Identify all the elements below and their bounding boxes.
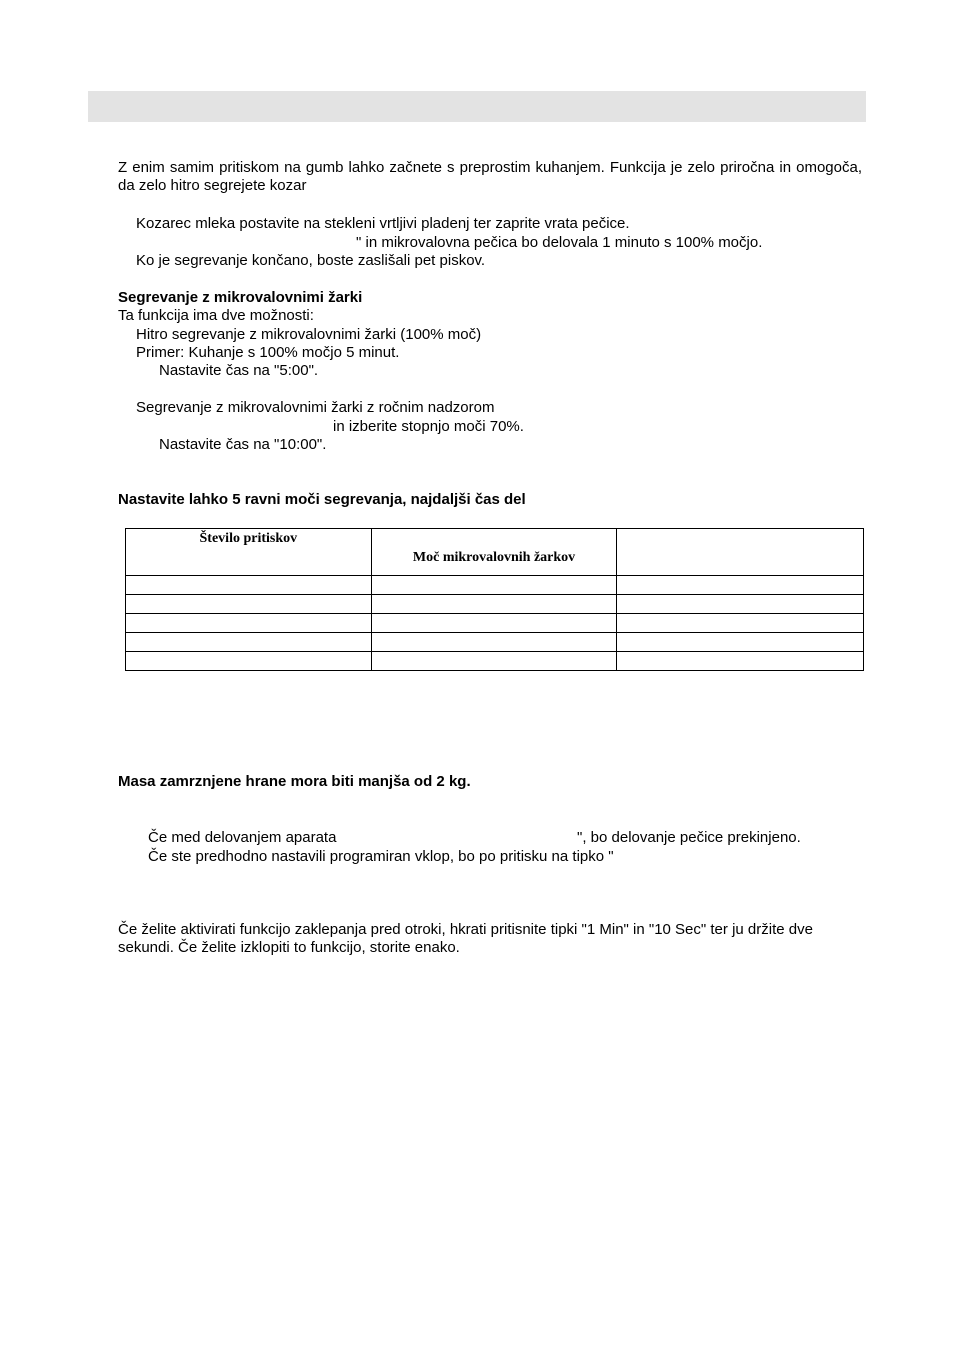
table-cell (617, 576, 864, 595)
intro-step-2: " in mikrovalovna pečica bo delovala 1 minuto s 100% močjo. (356, 234, 763, 251)
pause-line2: Če ste predhodno nastavili programiran vklop, bo po pritisku na tipko " (148, 848, 614, 865)
table-cell (617, 652, 864, 671)
column-header-press-count: Število pritiskov (126, 529, 372, 576)
microwave-option2-line: in izberite stopnjo moči 70%. (333, 418, 524, 435)
pause-line1-left: Če med delovanjem aparata (148, 829, 337, 846)
table-cell (126, 633, 372, 652)
table-row (126, 614, 864, 633)
intro-step-1: Kozarec mleka postavite na stekleni vrtljivi pladenj ter zaprite vrata pečice. (136, 215, 630, 232)
section-header-bar (88, 91, 866, 122)
power-levels-table (125, 528, 864, 671)
intro-paragraph: Z enim samim pritiskom na gumb lahko začnete s preprostim kuhanjem. Funkcija je zelo priročna in omogoča, da zelo hitro segrejete kozar (118, 159, 862, 194)
table-row (126, 576, 864, 595)
table-cell (371, 595, 617, 614)
microwave-option1-example: Primer: Kuhanje s 100% močjo 5 minut. (136, 344, 400, 361)
table-cell (126, 595, 372, 614)
table-row (126, 652, 864, 671)
column-header-third (617, 529, 864, 576)
table-row (126, 595, 864, 614)
microwave-option2-title: Segrevanje z mikrovalovnimi žarki z ročnim nadzorom (136, 399, 495, 416)
microwave-heading: Segrevanje z mikrovalovnimi žarki (118, 289, 363, 306)
table-cell (126, 614, 372, 633)
table-cell (617, 595, 864, 614)
table-cell (617, 633, 864, 652)
intro-step-3: Ko je segrevanje končano, boste zaslišali pet piskov. (136, 252, 486, 269)
table-row (126, 633, 864, 652)
pause-line1-right: ", bo delovanje pečice prekinjeno. (577, 829, 801, 846)
microwave-intro: Ta funkcija ima dve možnosti: (118, 307, 314, 324)
power-levels-heading: Nastavite lahko 5 ravni moči segrevanja, najdaljši čas del (118, 491, 526, 508)
table-cell (371, 614, 617, 633)
microwave-option1-step: Nastavite čas na "5:00". (159, 362, 319, 379)
child-lock-paragraph: Če želite aktivirati funkcijo zaklepanja pred otroki, hkrati pritisnite tipki "1 Min" in "10 Sec" ter ju držite dve sekundi. Če želite izklopiti to funkcijo, storite enako. (118, 921, 813, 956)
table-cell (617, 614, 864, 633)
table-cell (126, 652, 372, 671)
microwave-option1-title: Hitro segrevanje z mikrovalovnimi žarki (100% moč) (136, 326, 482, 343)
table-header-row (126, 529, 864, 576)
defrost-note: Masa zamrznjene hrane mora biti manjša od 2 kg. (118, 773, 471, 790)
table-cell (371, 576, 617, 595)
table-cell (126, 576, 372, 595)
column-header-microwave-power: Moč mikrovalovnih žarkov (371, 529, 617, 576)
microwave-option2-step: Nastavite čas na "10:00". (159, 436, 327, 453)
table-cell (371, 633, 617, 652)
table-cell (371, 652, 617, 671)
